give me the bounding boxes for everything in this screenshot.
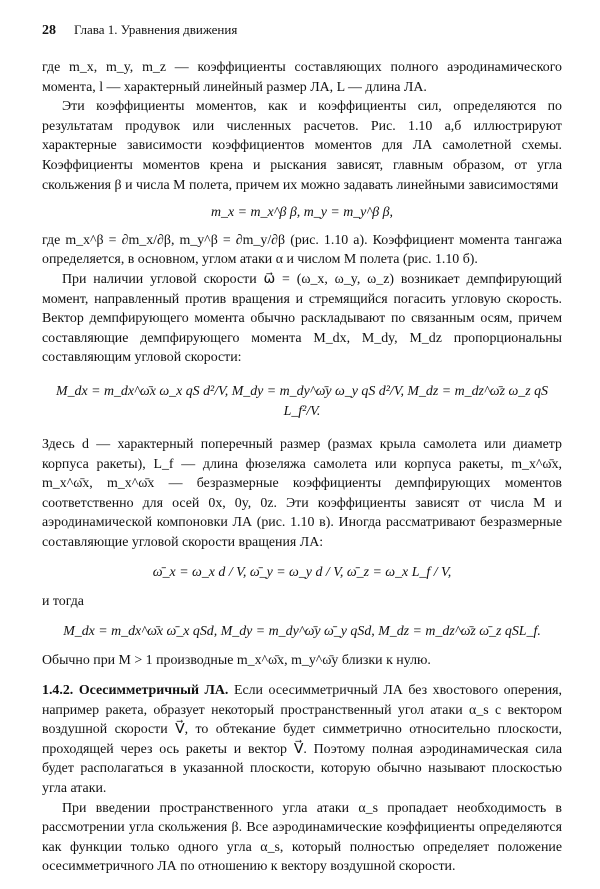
paragraph-2: Эти коэффициенты моментов, как и коэффициенты сил, определяются по результатам продувок или численных расчетов. Рис. 1.10 а,б иллюстрируют характерные зависимости коэффициентов моментов для ЛА самолетной схемы. Коэффициенты моментов крена и рыскания зависят, главным образом, от угла скольжения β и числа M полета, причем их можно задавать линейными зависимостями bbox=[42, 99, 562, 193]
page-number: 28 bbox=[42, 23, 56, 38]
section-number: 1.4.2. bbox=[42, 683, 74, 699]
paragraph-8: Если осесимметричный ЛА без хвостового оперения, например ракета, образует некоторый пространственный угол атаки α_s с вектором воздушной скорости V⃗, то обтекание будет симметрично относительно плоскости, проходящей через ось ракеты и вектор V⃗. Поэтому полная аэродинамическая сила будет располагаться в указанной плоскости, которую обычно называют плоскостью угла атаки. bbox=[42, 683, 562, 796]
equation-4: M_dx = m_dx^ω̄x ω̄_x qSd, M_dy = m_dy^ω̄y ω̄_y qSd, M_dz = m_dz^ω̄z ω̄_z qSL_f. bbox=[63, 623, 541, 639]
paragraph-9: При введении пространственного угла атаки α_s пропадает необходимость в рассмотрении угла скольжения β. Все аэродинамические коэффициенты определяются как функции только одного угла α_s, который полностью определяет положение осесимметричного ЛА по отношению к вектору воздушной скорости. bbox=[42, 800, 562, 875]
equation-2: M_dx = m_dx^ω̄x ω_x qS d²/V, M_dy = m_dy^ω̄y ω_y qS d²/V, M_dz = m_dz^ω̄z ω_z qS L_f²/V. bbox=[56, 383, 548, 419]
equation-1: m_x = m_x^β β, m_y = m_y^β β, bbox=[211, 205, 393, 221]
section-heading: Осесимметричный ЛА. bbox=[78, 683, 229, 699]
paragraph-6: и тогда bbox=[42, 594, 84, 610]
body-text bbox=[42, 58, 562, 877]
paragraph-5: Здесь d — характерный поперечный размер (размах крыла самолета или диаметр корпуса ракеты), L_f — длина фюзеляжа самолета или корпуса ракеты, m_x^ω̄x, m_x^ω̄x, m_x^ω̄x — безразмерные коэффициенты демпфирующих моментов соответственно для осей 0x, 0y, 0z. Эти коэффициенты зависят от числа M и аэродинамической компоновки ЛА (рис. 1.10 в). Иногда рассматривают безразмерные составляющие угловой скорости вращения ЛА: bbox=[42, 437, 562, 551]
paragraph-4: При наличии угловой скорости ω⃗ = (ω_x, ω_y, ω_z) возникает демпфирующий момент, направленный против вращения и стремящийся погасить угловую скорость. Вектор демпфирующего момента обычно раскладывают по связанным осям, причем составляющие демпфирующего момента M_dx, M_dy, M_dz пропорциональны составляющим угловой скорости: bbox=[42, 271, 562, 366]
equation-3: ω̄_x = ω_x d / V, ω̄_y = ω_y d / V, ω̄_z = ω_x L_f / V, bbox=[152, 564, 452, 580]
running-header bbox=[42, 22, 562, 39]
chapter-title: Глава 1. Уравнения движения bbox=[74, 22, 238, 37]
paragraph-7: Обычно при M > 1 производные m_x^ω̄x, m_y^ω̄y близки к нулю. bbox=[42, 653, 431, 669]
paragraph-1: где m_x, m_y, m_z — коэффициенты составляющих полного аэродинамического момента, l — характерный линейный размер ЛА, L — длина ЛА. bbox=[42, 60, 562, 95]
section-paragraph bbox=[42, 681, 562, 799]
paragraph-3: где m_x^β = ∂m_x/∂β, m_y^β = ∂m_y/∂β (рис. 1.10 а). Коэффициент момента тангажа определяется, в основном, углом атаки α и числом M полета (рис. 1.10 б). bbox=[42, 232, 562, 268]
